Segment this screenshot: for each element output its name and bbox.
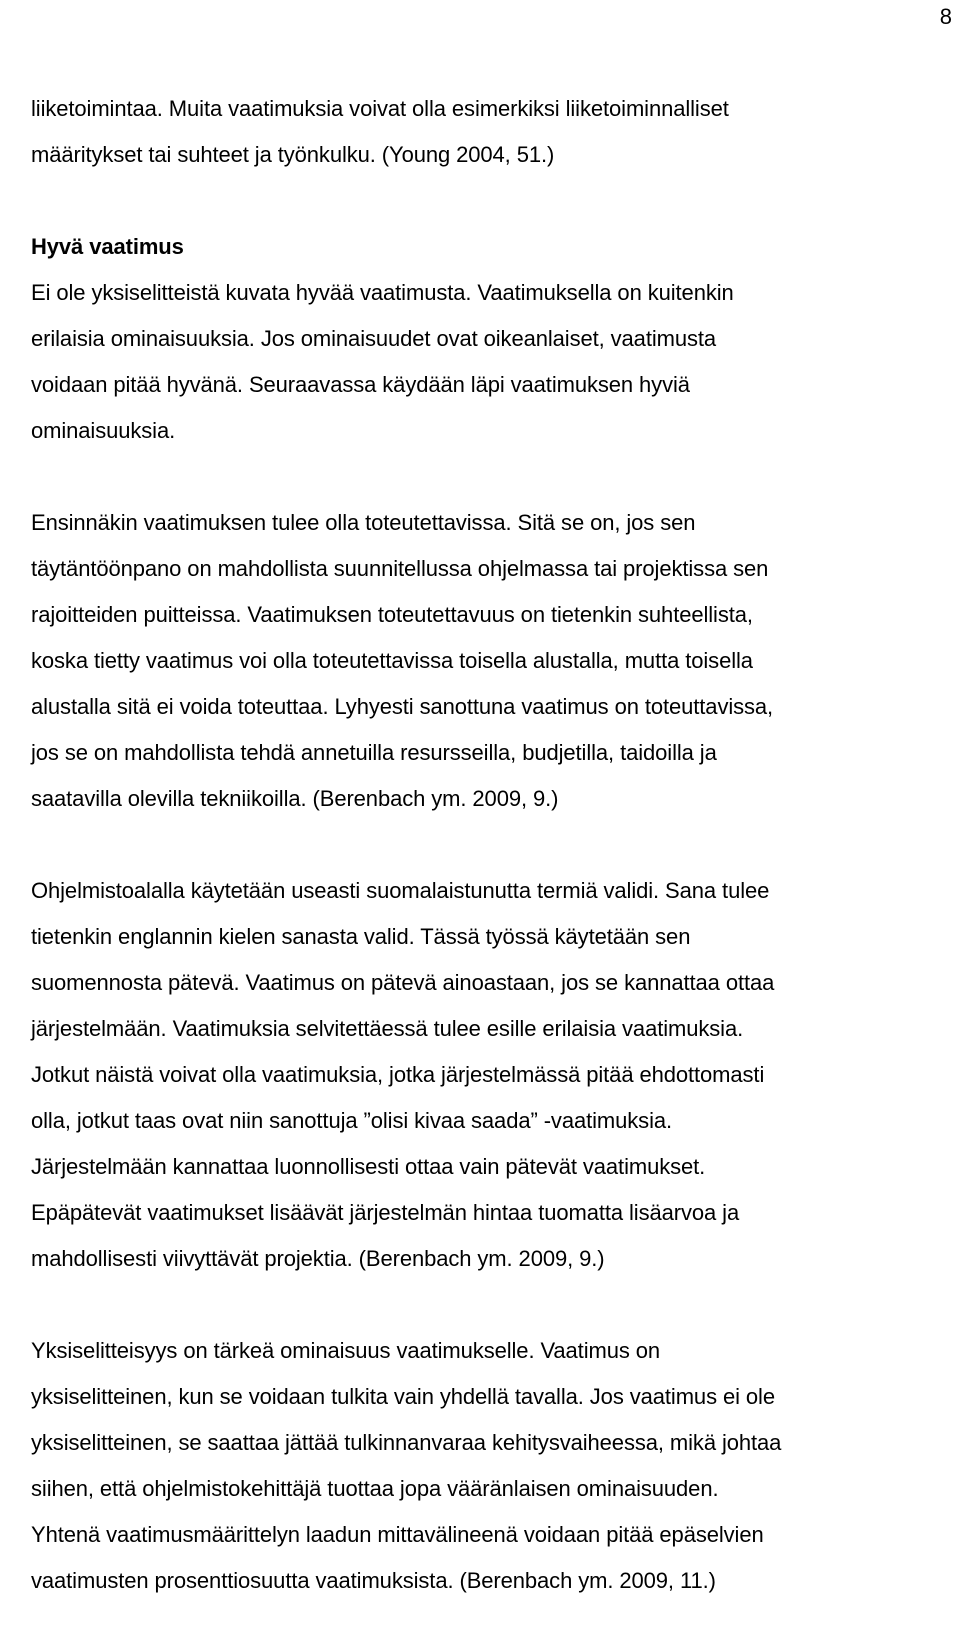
text-line: koska tietty vaatimus voi olla toteutettavissa toisella alustalla, mutta toisella: [31, 648, 753, 673]
paragraph-feasibility: [31, 500, 936, 822]
text-line: voidaan pitää hyvänä. Seuraavassa käydään läpi vaatimuksen hyviä: [31, 372, 690, 397]
section-heading: Hyvä vaatimus: [31, 234, 184, 259]
text-line: Ohjelmistoalalla käytetään useasti suomalaistunutta termiä validi. Sana tulee: [31, 878, 770, 903]
paragraph-gap: [31, 822, 936, 868]
text-line: järjestelmään. Vaatimuksia selvitettäessä tulee esille erilaisia vaatimuksia.: [31, 1016, 744, 1041]
text-line: Ensinnäkin vaatimuksen tulee olla toteutettavissa. Sitä se on, jos sen: [31, 510, 696, 535]
text-line: Järjestelmään kannattaa luonnollisesti ottaa vain pätevät vaatimukset.: [31, 1154, 706, 1179]
text-line: saatavilla olevilla tekniikoilla. (Berenbach ym. 2009, 9.): [31, 786, 559, 811]
text-line: liiketoimintaa. Muita vaatimuksia voivat olla esimerkiksi liiketoiminnalliset: [31, 96, 729, 121]
paragraph-unambiguity: [31, 1328, 936, 1604]
paragraph-gap: [31, 178, 936, 224]
text-line: yksiselitteinen, kun se voidaan tulkita vain yhdellä tavalla. Jos vaatimus ei ole: [31, 1384, 775, 1409]
text-line: Ei ole yksiselitteistä kuvata hyvää vaatimusta. Vaatimuksella on kuitenkin: [31, 280, 734, 305]
text-line: Jotkut näistä voivat olla vaatimuksia, jotka järjestelmässä pitää ehdottomasti: [31, 1062, 765, 1087]
paragraph-gap: [31, 454, 936, 500]
text-line: määritykset tai suhteet ja työnkulku. (Young 2004, 51.): [31, 142, 555, 167]
text-line: Epäpätevät vaatimukset lisäävät järjestelmän hintaa tuomatta lisäarvoa ja: [31, 1200, 740, 1225]
text-line: vaatimusten prosenttiosuutta vaatimuksista. (Berenbach ym. 2009, 11.): [31, 1568, 716, 1593]
document-body: [31, 86, 936, 1604]
text-line: olla, jotkut taas ovat niin sanottuja ”olisi kivaa saada” -vaatimuksia.: [31, 1108, 672, 1133]
paragraph-intro: [31, 86, 936, 178]
text-line: siihen, että ohjelmistokehittäjä tuottaa jopa vääränlaisen ominaisuuden.: [31, 1476, 719, 1501]
text-line: ominaisuuksia.: [31, 418, 176, 443]
text-line: erilaisia ominaisuuksia. Jos ominaisuudet ovat oikeanlaiset, vaatimusta: [31, 326, 717, 351]
paragraph-gap: [31, 1282, 936, 1328]
text-line: mahdollisesti viivyttävät projektia. (Berenbach ym. 2009, 9.): [31, 1246, 605, 1271]
text-line: Yksiselitteisyys on tärkeä ominaisuus vaatimukselle. Vaatimus on: [31, 1338, 661, 1363]
text-line: tietenkin englannin kielen sanasta valid. Tässä työssä käytetään sen: [31, 924, 691, 949]
text-line: rajoitteiden puitteissa. Vaatimuksen toteutettavuus on tietenkin suhteellista,: [31, 602, 753, 627]
section-good-requirement: [31, 224, 936, 454]
text-line: alustalla sitä ei voida toteuttaa. Lyhyesti sanottuna vaatimus on toteuttavissa,: [31, 694, 774, 719]
text-line: täytäntöönpano on mahdollista suunnitellussa ohjelmassa tai projektissa sen: [31, 556, 769, 581]
text-line: suomennosta pätevä. Vaatimus on pätevä ainoastaan, jos se kannattaa ottaa: [31, 970, 775, 995]
text-line: yksiselitteinen, se saattaa jättää tulkinnanvaraa kehitysvaiheessa, mikä johtaa: [31, 1430, 782, 1455]
page-number: 8: [939, 4, 952, 29]
text-line: Yhtenä vaatimusmäärittelyn laadun mittavälineenä voidaan pitää epäselvien: [31, 1522, 764, 1547]
text-line: jos se on mahdollista tehdä annetuilla resursseilla, budjetilla, taidoilla ja: [31, 740, 717, 765]
paragraph-validity: [31, 868, 936, 1282]
